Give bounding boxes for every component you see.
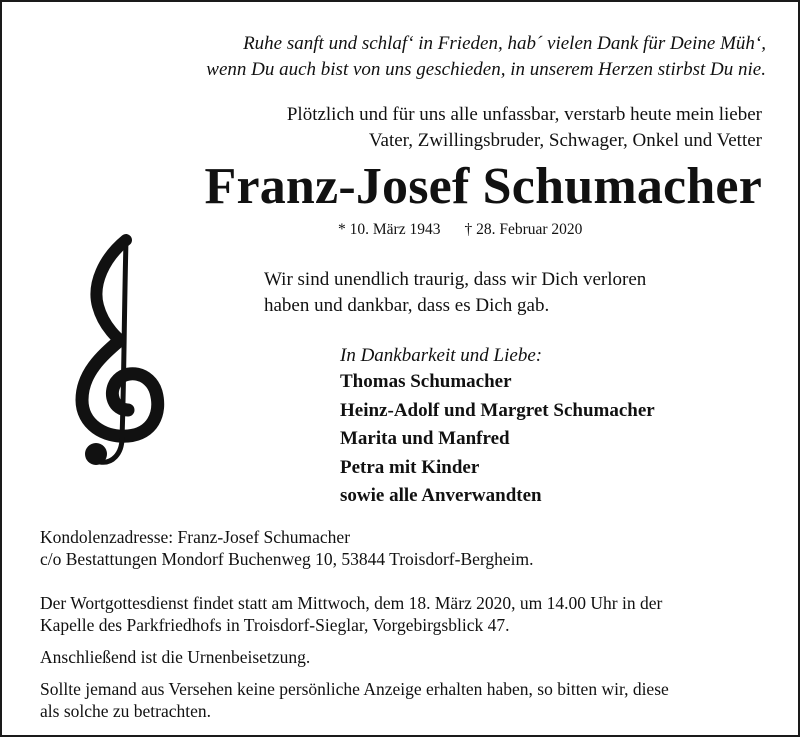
condolence-address (40, 526, 775, 570)
mourner-entry: sowie alle Anverwandten (340, 485, 542, 506)
service-line-2: Kapelle des Parkfriedhofs in Troisdorf-Sieglar, Vorgebirgsblick 47. (40, 615, 510, 635)
message-line-1: Wir sind unendlich traurig, dass wir Dich verloren (264, 269, 647, 290)
signoff-heading: In Dankbarkeit und Liebe: (340, 345, 543, 366)
grief-message (264, 267, 646, 319)
notice-line-2: als solche zu betrachten. (40, 701, 212, 721)
message-line-2: haben und dankbar, dass es Dich gab. (264, 295, 550, 316)
mourner-entry: Marita und Manfred (340, 428, 510, 449)
epitaph-quote (206, 31, 766, 83)
condolence-line-2: c/o Bestattungen Mondorf Buchenweg 10, 53844 Troisdorf-Bergheim. (40, 549, 534, 569)
quote-line-2: wenn Du auch bist von uns geschieden, in unserem Herzen stirbst Du nie. (206, 59, 766, 80)
intro-line-1: Plötzlich und für uns alle unfassbar, verstarb heute mein lieber (286, 104, 762, 125)
mourner-entry: Thomas Schumacher (340, 371, 512, 392)
notice-disclaimer (40, 678, 775, 722)
mourner-entry: Heinz-Adolf und Margret Schumacher (340, 399, 655, 421)
urn-burial-note: Anschließend ist die Urnenbeisetzung. (40, 647, 311, 667)
notice-footer (40, 526, 775, 722)
quote-line-1: Ruhe sanft und schlaf‘ in Frieden, hab´ vielen Dank für Deine Müh‘, (243, 33, 766, 54)
life-dates (338, 220, 582, 240)
mourners-list (340, 368, 655, 511)
notice-line-1: Sollte jemand aus Versehen keine persönliche Anzeige erhalten haben, so bitten wir, diese (40, 679, 669, 699)
deceased-name: Franz-Josef Schumacher (204, 158, 762, 215)
intro-line-2: Vater, Zwillingsbruder, Schwager, Onkel und Vetter (368, 130, 762, 151)
service-line-1: Der Wortgottesdienst findet statt am Mittwoch, dem 18. März 2020, um 14.00 Uhr in der (40, 593, 663, 613)
death-date: † 28. Februar 2020 (464, 221, 583, 238)
condolence-line-1: Kondolenzadresse: Franz-Josef Schumacher (40, 527, 351, 547)
service-info (40, 592, 775, 636)
mourner-entry: Petra mit Kinder (340, 456, 480, 478)
birth-date: * 10. März 1943 (338, 221, 441, 238)
announcement-intro (287, 102, 762, 154)
treble-clef-icon (70, 232, 170, 472)
